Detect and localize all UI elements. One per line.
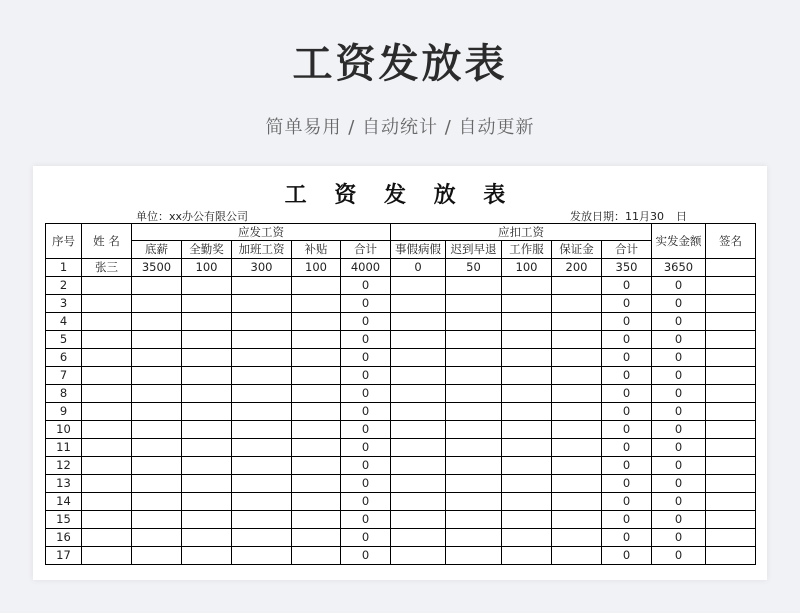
table-cell[interactable] [82,439,132,457]
table-cell[interactable]: 0 [652,331,706,349]
table-row [46,277,756,295]
table-cell[interactable]: 100 [502,259,552,277]
table-cell[interactable] [82,493,132,511]
table-cell[interactable] [82,421,132,439]
table-cell[interactable] [446,529,502,547]
table-cell[interactable] [706,385,756,403]
table-cell[interactable] [391,511,446,529]
table-cell[interactable]: 100 [292,259,341,277]
table-cell[interactable] [292,421,341,439]
table-cell[interactable]: 0 [652,367,706,385]
table-cell[interactable] [706,547,756,565]
table-cell[interactable]: 200 [552,259,602,277]
table-cell[interactable] [706,511,756,529]
table-cell[interactable]: 0 [341,295,391,313]
table-cell[interactable] [391,475,446,493]
page-title: 工资发放表 [292,41,508,87]
table-cell[interactable]: 0 [652,421,706,439]
table-cell[interactable] [132,367,182,385]
spreadsheet-preview [33,166,767,580]
table-cell[interactable] [292,367,341,385]
table-cell[interactable] [82,511,132,529]
table-cell[interactable] [132,511,182,529]
table-row [46,421,756,439]
table-cell[interactable] [232,349,292,367]
table-cell[interactable] [552,403,602,421]
table-cell[interactable] [232,295,292,313]
table-cell[interactable] [82,385,132,403]
table-row [46,313,756,331]
table-cell[interactable] [132,277,182,295]
table-cell[interactable] [706,421,756,439]
table-cell[interactable] [706,331,756,349]
table-cell[interactable] [502,277,552,295]
table-row [46,349,756,367]
table-cell[interactable] [446,349,502,367]
table-cell[interactable] [232,475,292,493]
table-cell[interactable]: 6 [46,349,82,367]
table-cell[interactable]: 0 [652,511,706,529]
table-cell[interactable] [391,529,446,547]
table-cell[interactable]: 0 [602,403,652,421]
table-cell[interactable] [446,547,502,565]
table-cell[interactable]: 0 [341,331,391,349]
table-cell[interactable] [706,349,756,367]
table-cell[interactable] [552,367,602,385]
table-cell[interactable]: 0 [341,493,391,511]
table-cell[interactable] [132,457,182,475]
table-cell[interactable] [132,493,182,511]
table-cell[interactable]: 9 [46,403,82,421]
table-cell[interactable] [132,529,182,547]
table-cell[interactable] [446,313,502,331]
table-row [46,367,756,385]
table-cell[interactable] [446,367,502,385]
table-row [46,511,756,529]
table-cell[interactable] [391,493,446,511]
table-cell[interactable] [182,493,232,511]
table-cell[interactable] [552,475,602,493]
table-cell[interactable] [446,403,502,421]
table-cell[interactable] [292,547,341,565]
table-cell[interactable]: 0 [341,367,391,385]
table-cell[interactable] [182,295,232,313]
table-cell[interactable] [446,511,502,529]
table-cell[interactable] [502,421,552,439]
table-cell[interactable] [502,295,552,313]
table-cell[interactable] [446,457,502,475]
table-cell[interactable]: 0 [341,385,391,403]
table-cell[interactable] [132,313,182,331]
table-cell[interactable] [391,403,446,421]
table-cell[interactable] [82,349,132,367]
table-row [46,475,756,493]
table-cell[interactable]: 0 [602,457,652,475]
table-row [46,295,756,313]
table-cell[interactable] [292,511,341,529]
table-cell[interactable] [502,511,552,529]
table-row [46,385,756,403]
table-cell[interactable]: 0 [652,493,706,511]
table-cell[interactable]: 0 [652,475,706,493]
table-cell[interactable]: 0 [341,349,391,367]
table-row [46,439,756,457]
table-cell[interactable]: 0 [652,457,706,475]
table-cell[interactable] [232,367,292,385]
table-cell[interactable]: 15 [46,511,82,529]
table-cell[interactable] [552,529,602,547]
page-subtitle: 简单易用 / 自动统计 / 自动更新 [265,117,535,138]
table-cell[interactable] [391,295,446,313]
table-row [46,547,756,565]
table-cell[interactable] [182,349,232,367]
table-cell[interactable] [292,277,341,295]
header-late: 迟到早退 [446,241,502,259]
table-cell[interactable] [232,403,292,421]
table-cell[interactable] [446,421,502,439]
table-cell[interactable]: 0 [602,475,652,493]
table-cell[interactable] [292,349,341,367]
table-cell[interactable] [292,439,341,457]
table-cell[interactable]: 0 [341,439,391,457]
table-cell[interactable] [182,457,232,475]
table-cell[interactable]: 0 [602,529,652,547]
table-cell[interactable]: 0 [341,475,391,493]
table-cell[interactable] [132,547,182,565]
table-cell[interactable] [182,475,232,493]
table-cell[interactable] [552,277,602,295]
table-cell[interactable]: 0 [652,385,706,403]
table-cell[interactable] [502,475,552,493]
table-cell[interactable]: 3500 [132,259,182,277]
table-cell[interactable] [446,475,502,493]
table-cell[interactable] [706,493,756,511]
header-uniform: 工作服 [502,241,552,259]
table-cell[interactable] [706,475,756,493]
table-cell[interactable] [446,277,502,295]
table-cell[interactable] [391,349,446,367]
table-cell[interactable] [82,547,132,565]
table-cell[interactable] [182,385,232,403]
table-cell[interactable]: 4000 [341,259,391,277]
table-cell[interactable]: 0 [602,277,652,295]
table-cell[interactable] [502,547,552,565]
table-cell[interactable] [132,475,182,493]
table-cell[interactable]: 0 [652,295,706,313]
table-cell[interactable]: 0 [341,529,391,547]
table-cell[interactable] [82,367,132,385]
table-cell[interactable] [82,529,132,547]
table-cell[interactable] [232,331,292,349]
table-cell[interactable] [391,457,446,475]
table-cell[interactable] [502,403,552,421]
header-signature: 签名 [706,224,756,259]
table-cell[interactable] [292,475,341,493]
table-cell[interactable] [446,493,502,511]
table-cell[interactable] [391,367,446,385]
table-cell[interactable] [132,295,182,313]
table-cell[interactable] [232,439,292,457]
payment-date: 发放日期：11月30 日 [570,210,687,223]
header-payable-total: 合计 [341,241,391,259]
table-cell[interactable]: 0 [652,313,706,331]
table-cell[interactable] [502,457,552,475]
table-cell[interactable]: 0 [602,547,652,565]
table-cell[interactable] [706,367,756,385]
table-cell[interactable]: 0 [652,277,706,295]
table-cell[interactable] [446,295,502,313]
table-row [46,331,756,349]
table-cell[interactable]: 0 [602,331,652,349]
table-cell[interactable]: 0 [602,313,652,331]
table-cell[interactable]: 3650 [652,259,706,277]
table-cell[interactable] [552,457,602,475]
table-cell[interactable]: 7 [46,367,82,385]
table-cell[interactable] [552,295,602,313]
table-cell[interactable]: 16 [46,529,82,547]
table-cell[interactable]: 0 [652,439,706,457]
table-cell[interactable] [182,511,232,529]
table-cell[interactable] [502,529,552,547]
header-payable-group: 应发工资 [132,224,391,241]
table-cell[interactable] [232,493,292,511]
header-attendance-bonus: 全勤奖 [182,241,232,259]
table-cell[interactable] [502,367,552,385]
table-cell[interactable]: 0 [341,313,391,331]
table-cell[interactable] [82,475,132,493]
table-cell[interactable]: 0 [391,259,446,277]
table-cell[interactable] [502,331,552,349]
table-cell[interactable]: 11 [46,439,82,457]
header-name: 姓 名 [82,224,132,259]
table-cell[interactable] [182,403,232,421]
table-cell[interactable] [292,331,341,349]
table-cell[interactable]: 0 [602,493,652,511]
table-cell[interactable] [232,547,292,565]
table-row [46,403,756,421]
table-cell[interactable] [292,313,341,331]
table-cell[interactable] [552,331,602,349]
table-cell[interactable] [502,439,552,457]
header-leave: 事假病假 [391,241,446,259]
header-deduct-total: 合计 [602,241,652,259]
table-cell[interactable] [391,331,446,349]
table-cell[interactable] [391,277,446,295]
table-cell[interactable]: 2 [46,277,82,295]
table-cell[interactable] [182,421,232,439]
salary-table [45,223,756,565]
table-cell[interactable]: 13 [46,475,82,493]
table-cell[interactable] [232,421,292,439]
table-cell[interactable] [132,439,182,457]
unit-label: 单位：xx办公有限公司 [136,210,249,223]
table-cell[interactable] [232,277,292,295]
table-cell[interactable] [552,421,602,439]
table-cell[interactable] [502,313,552,331]
header-seq: 序号 [46,224,82,259]
table-cell[interactable] [292,457,341,475]
table-cell[interactable]: 0 [602,349,652,367]
table-cell[interactable] [82,457,132,475]
table-cell[interactable] [706,439,756,457]
table-cell[interactable] [552,385,602,403]
table-cell[interactable] [552,511,602,529]
sheet-title: 工 资 发 放 表 [284,183,516,208]
table-cell[interactable] [182,547,232,565]
table-cell[interactable]: 14 [46,493,82,511]
table-cell[interactable] [502,385,552,403]
table-cell[interactable]: 10 [46,421,82,439]
table-cell[interactable]: 100 [182,259,232,277]
header-base-salary: 底薪 [132,241,182,259]
table-cell[interactable] [232,313,292,331]
table-cell[interactable] [292,529,341,547]
table-cell[interactable]: 3 [46,295,82,313]
table-cell[interactable]: 17 [46,547,82,565]
table-cell[interactable]: 0 [341,457,391,475]
table-row [46,457,756,475]
table-cell[interactable]: 50 [446,259,502,277]
table-cell[interactable] [132,421,182,439]
table-cell[interactable] [391,385,446,403]
table-row [46,259,756,277]
table-cell[interactable]: 0 [652,529,706,547]
table-cell[interactable] [391,313,446,331]
table-cell[interactable] [82,331,132,349]
table-cell[interactable] [552,547,602,565]
table-cell[interactable]: 0 [652,403,706,421]
table-cell[interactable] [182,313,232,331]
table-cell[interactable]: 0 [341,403,391,421]
table-cell[interactable] [552,313,602,331]
table-cell[interactable] [706,457,756,475]
table-cell[interactable]: 0 [602,295,652,313]
table-cell[interactable] [182,439,232,457]
table-cell[interactable]: 0 [602,439,652,457]
table-cell[interactable] [446,439,502,457]
header-net: 实发金额 [652,224,706,259]
table-cell[interactable] [446,331,502,349]
table-cell[interactable] [82,313,132,331]
table-cell[interactable]: 8 [46,385,82,403]
table-cell[interactable] [292,385,341,403]
table-cell[interactable] [82,403,132,421]
header-deduct-group: 应扣工资 [391,224,652,241]
table-cell[interactable] [706,277,756,295]
header-allowance: 补贴 [292,241,341,259]
table-cell[interactable] [292,295,341,313]
table-cell[interactable]: 0 [602,367,652,385]
table-cell[interactable] [706,295,756,313]
table-cell[interactable]: 0 [652,349,706,367]
table-cell[interactable] [182,367,232,385]
table-cell[interactable]: 0 [602,385,652,403]
table-cell[interactable]: 0 [341,547,391,565]
table-cell[interactable] [132,403,182,421]
table-cell[interactable]: 5 [46,331,82,349]
header-deposit: 保证金 [552,241,602,259]
table-cell[interactable]: 350 [602,259,652,277]
table-cell[interactable] [292,403,341,421]
table-cell[interactable] [182,331,232,349]
table-cell[interactable] [292,493,341,511]
table-cell[interactable]: 0 [602,511,652,529]
table-cell[interactable] [502,493,552,511]
table-cell[interactable] [552,349,602,367]
table-cell[interactable]: 12 [46,457,82,475]
table-row [46,493,756,511]
table-cell[interactable] [82,277,132,295]
table-row [46,529,756,547]
table-cell[interactable] [706,529,756,547]
table-cell[interactable] [446,385,502,403]
table-cell[interactable] [391,547,446,565]
table-cell[interactable]: 0 [341,511,391,529]
table-cell[interactable] [502,349,552,367]
table-cell[interactable] [552,439,602,457]
table-cell[interactable] [706,403,756,421]
table-cell[interactable] [82,295,132,313]
table-cell[interactable]: 4 [46,313,82,331]
table-cell[interactable] [232,457,292,475]
table-cell[interactable] [391,421,446,439]
table-cell[interactable] [232,529,292,547]
table-cell[interactable] [232,511,292,529]
table-cell[interactable]: 1 [46,259,82,277]
table-cell[interactable] [182,529,232,547]
table-cell[interactable] [706,313,756,331]
table-cell[interactable] [132,331,182,349]
table-cell[interactable] [132,385,182,403]
table-cell[interactable] [132,349,182,367]
table-cell[interactable] [706,259,756,277]
table-cell[interactable] [232,385,292,403]
table-cell[interactable]: 300 [232,259,292,277]
table-cell[interactable]: 0 [341,421,391,439]
table-cell[interactable] [182,277,232,295]
table-cell[interactable]: 张三 [82,259,132,277]
header-overtime-pay: 加班工资 [232,241,292,259]
table-cell[interactable]: 0 [341,277,391,295]
table-cell[interactable] [552,493,602,511]
table-body [46,259,756,565]
table-cell[interactable]: 0 [652,547,706,565]
table-cell[interactable]: 0 [602,421,652,439]
table-cell[interactable] [391,439,446,457]
